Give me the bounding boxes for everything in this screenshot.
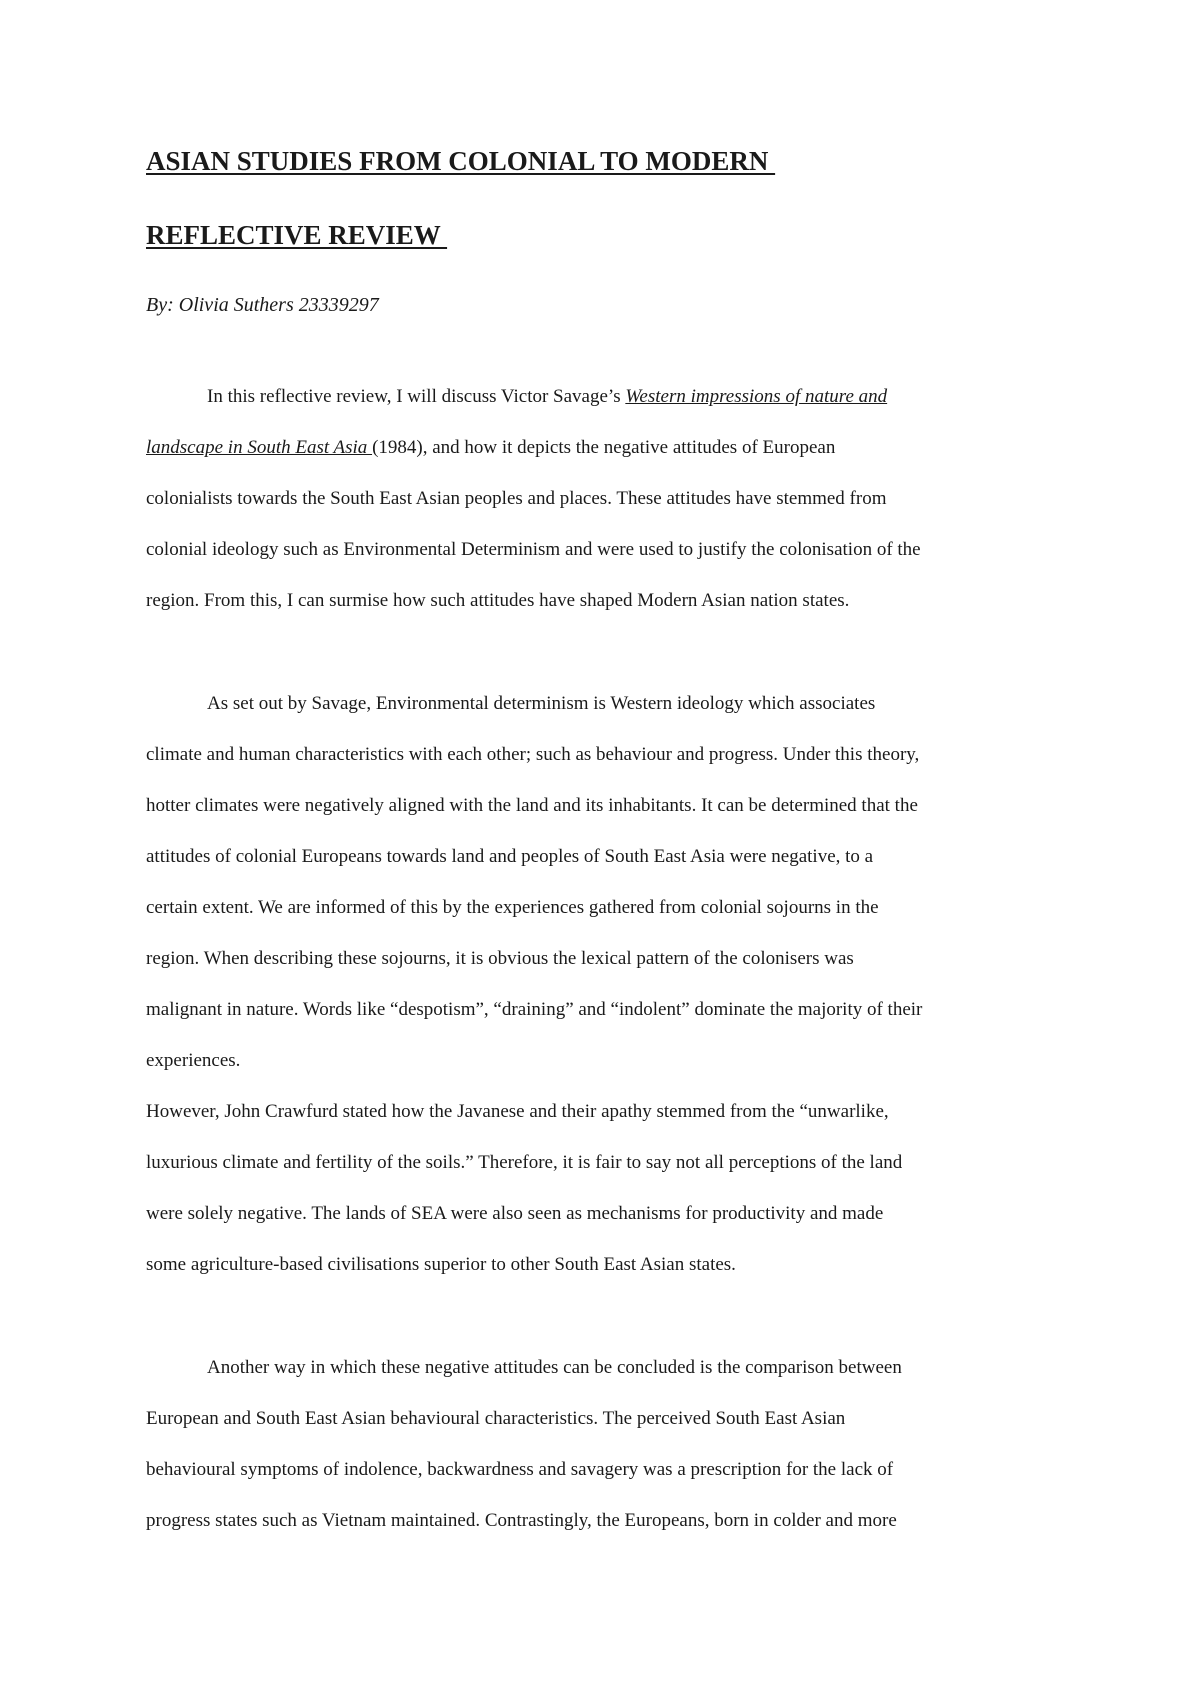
- paragraph-2-line: hotter climates were negatively aligned with the land and its inhabitants. It can be determined that the: [146, 795, 918, 816]
- paragraph-2-line: However, John Crawfurd stated how the Javanese and their apathy stemmed from the “unwarlike,: [146, 1101, 889, 1122]
- paragraph-2-line: luxurious climate and fertility of the soils.” Therefore, it is fair to say not all perceptions of the land: [146, 1152, 903, 1173]
- paragraph-2-line: climate and human characteristics with each other; such as behaviour and progress. Under this theory,: [146, 744, 920, 765]
- cited-work-title: Western impressions of nature and: [625, 386, 888, 407]
- paragraph-2-line: certain extent. We are informed of this by the experiences gathered from colonial sojourns in the: [146, 897, 879, 918]
- document-title-line-2: REFLECTIVE REVIEW: [146, 220, 448, 250]
- paragraph-2-line: attitudes of colonial Europeans towards land and peoples of South East Asia were negative, to a: [146, 846, 874, 867]
- paragraph-1-text: In this reflective review, I will discuss Victor Savage’s: [207, 386, 626, 407]
- paragraph-1-line: region. From this, I can surmise how such attitudes have shaped Modern Asian nation states.: [146, 590, 850, 611]
- paragraph-1-line: colonialists towards the South East Asian peoples and places. These attitudes have stemmed from: [146, 488, 887, 509]
- paragraph-2-line: were solely negative. The lands of SEA were also seen as mechanisms for productivity and made: [146, 1203, 884, 1224]
- paragraph-3-line: behavioural symptoms of indolence, backwardness and savagery was a prescription for the lack of: [146, 1459, 894, 1480]
- paragraph-2-line: experiences.: [146, 1050, 241, 1071]
- cited-work-title: landscape in South East Asia: [146, 437, 373, 458]
- paragraph-2-line: malignant in nature. Words like “despotism”, “draining” and “indolent” dominate the majority of their: [146, 999, 923, 1020]
- author-byline: By: Olivia Suthers 23339297: [146, 294, 379, 316]
- document-title-line-1: ASIAN STUDIES FROM COLONIAL TO MODERN: [146, 146, 776, 176]
- paragraph-3-line: Another way in which these negative attitudes can be concluded is the comparison between: [207, 1357, 902, 1378]
- paragraph-3-line: European and South East Asian behavioural characteristics. The perceived South East Asian: [146, 1408, 846, 1429]
- paragraph-1-line: [146, 436, 835, 460]
- paragraph-1-line: colonial ideology such as Environmental Determinism and were used to justify the colonisation of the: [146, 539, 921, 560]
- paragraph-1-line: [207, 385, 887, 409]
- paragraph-1-text: (1984), and how it depicts the negative attitudes of European: [372, 437, 836, 458]
- paragraph-2-line: region. When describing these sojourns, it is obvious the lexical pattern of the colonisers was: [146, 948, 854, 969]
- paragraph-2-line: some agriculture-based civilisations superior to other South East Asian states.: [146, 1254, 736, 1275]
- paragraph-3-line: progress states such as Vietnam maintained. Contrastingly, the Europeans, born in colder and more: [146, 1510, 897, 1531]
- paragraph-2-line: As set out by Savage, Environmental determinism is Western ideology which associates: [207, 693, 876, 714]
